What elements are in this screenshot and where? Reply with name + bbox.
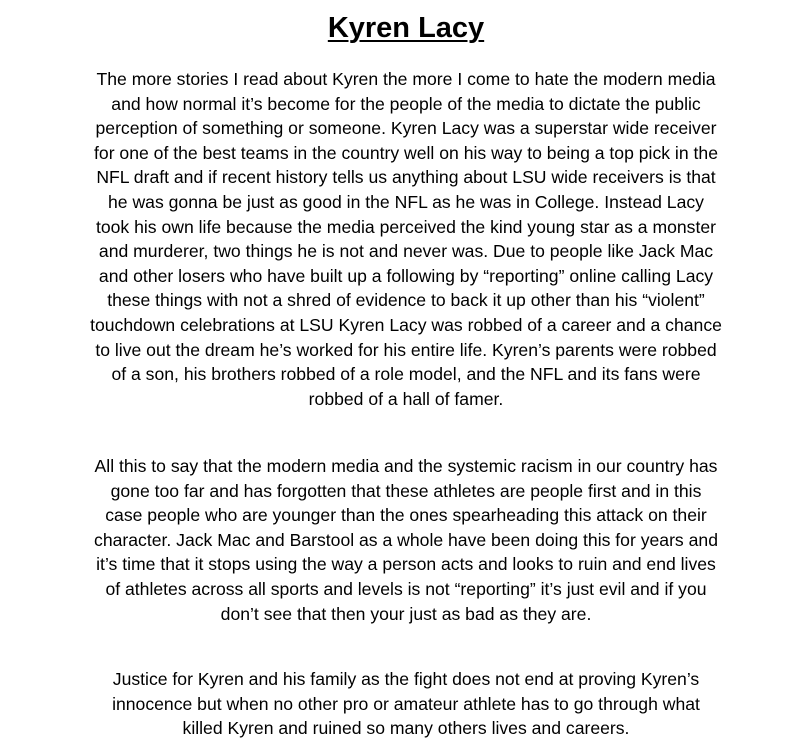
paragraph-1: The more stories I read about Kyren the more I come to hate the modern media and how normal it’s become for the people of the media to dictate the public perception of something or someone. Kyren Lacy was a superstar wide receiver for one of the best teams in the country well on his way to being a top pick in the NFL draft and if recent history tells us anything about LSU wide receivers is that he was gonna be just as good in the NFL as he was in College. Instead Lacy took his own life because the media perceived the kind young star as a monster and murderer, two things he is not and never was. Due to people like Jack Mac and other losers who have built up a following by “reporting” online calling Lacy these things with not a shred of evidence to back it up other than his “violent” touchdown celebrations at LSU Kyren Lacy was robbed of a career and a chance to live out the dream he’s worked for his entire life. Kyren’s parents were robbed of a son, his brothers robbed of a role model, and the NFL and its fans were robbed of a hall of famer. — [90, 69, 722, 409]
document-title: Kyren Lacy — [327, 12, 485, 44]
paragraph-3: Justice for Kyren and his family as the fight does not end at proving Kyren’s innocence but when no other pro or amateur athlete has to go through what killed Kyren and ruined so many others lives and careers. — [112, 669, 700, 739]
paragraph-2: All this to say that the modern media and the systemic racism in our country has gone too far and has forgotten that these athletes are people first and in this case people who are younger than the ones spearheading this attack on their character. Jack Mac and Barstool as a whole have been doing this for years and it’s time that it stops using the way a person acts and looks to ruin and end lives of athletes across all sports and levels is not “reporting” it’s just evil and if you don’t see that then your just as bad as they are. — [94, 456, 718, 624]
